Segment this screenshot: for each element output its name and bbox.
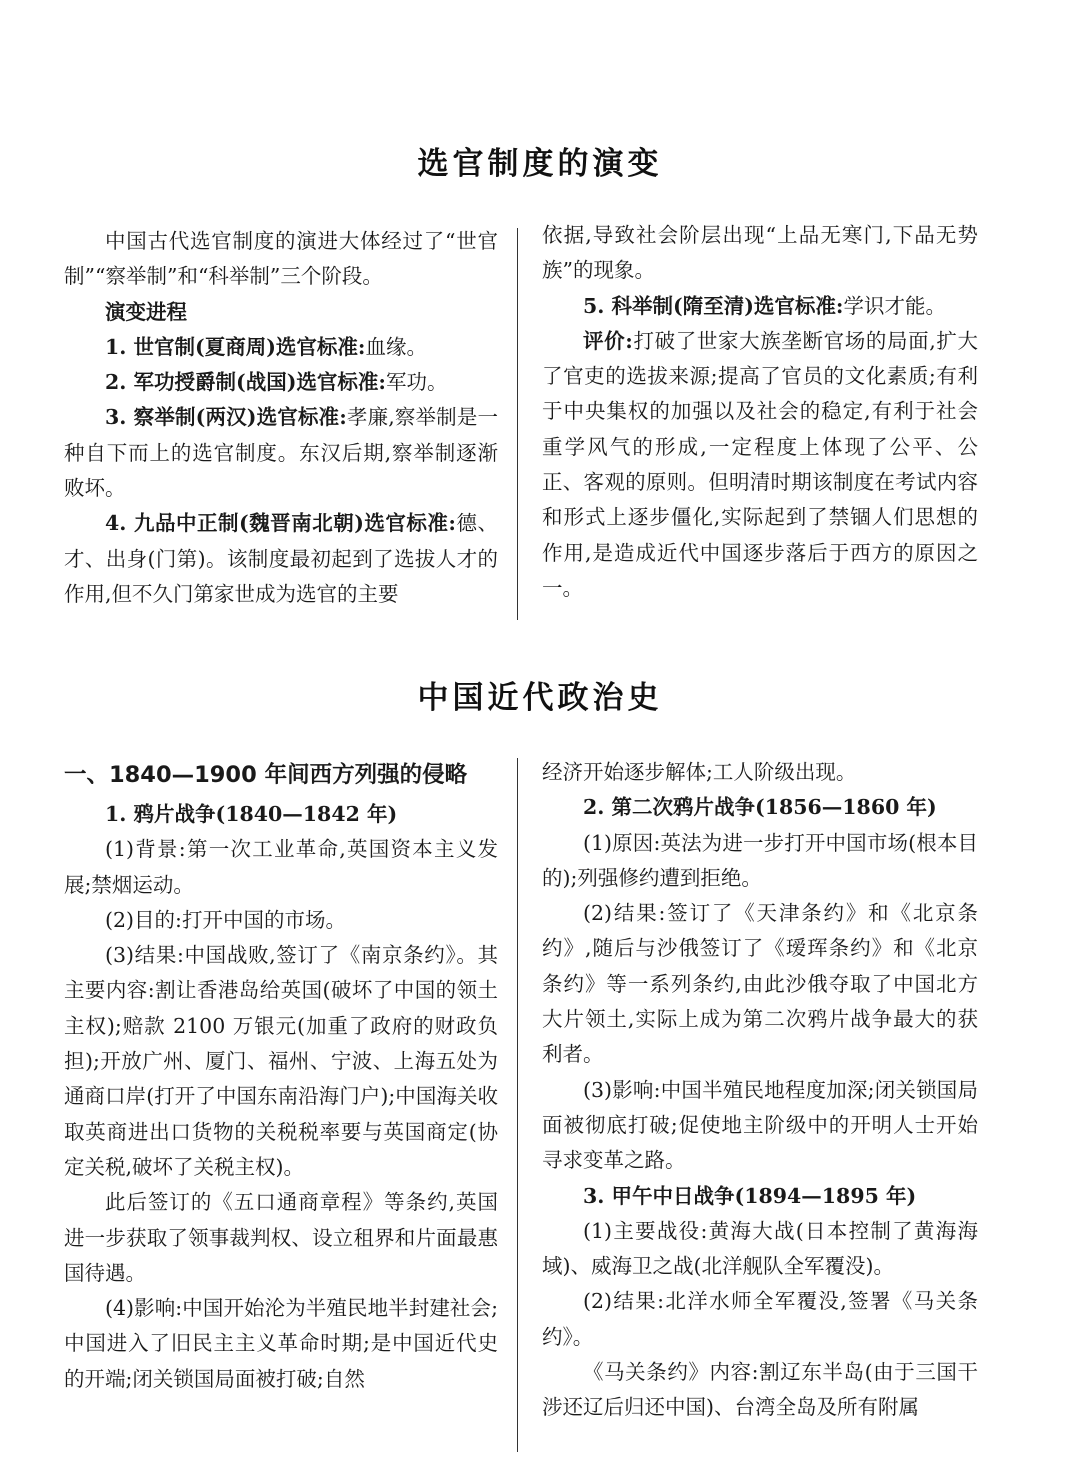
paragraph-lead: 3. 察举制(两汉)选官标准: (105, 405, 347, 430)
section-2-right-column (542, 755, 978, 1426)
paragraph: 此后签订的《五口通商章程》等条约,英国进一步获取了领事裁判权、设立租界和片面最惠国待遇。 (64, 1190, 498, 1285)
subheading: 演变进程 (105, 299, 187, 324)
paragraph-text: 军功。 (386, 370, 448, 395)
paragraph: (2)目的:打开中国的市场。 (105, 907, 346, 932)
paragraph-text: 学识才能。 (843, 293, 947, 318)
paragraph: (1)原因:英法为进一步打开中国市场(根本目的);列强修约遭到拒绝。 (542, 830, 978, 890)
paragraph (542, 324, 978, 606)
paragraph: (3)结果:中国战败,签订了《南京条约》。其主要内容:割让香港岛给英国(破坏了中国的领土主权);赔款 2100 万银元(加重了政府的财政负担);开放广州、厦门、福州、宁波、上海五处为通商口岸(打开了中国东南沿海门户);中国海关收取英商进出口货物的关税税率要与英国商定(协定关税,破坏了关税主权)。 (64, 943, 498, 1179)
section-title-1: 选官制度的演变 (417, 146, 663, 182)
paragraph (64, 400, 498, 506)
paragraph (64, 506, 498, 612)
paragraph (542, 289, 978, 324)
paragraph (64, 365, 498, 400)
section-1-left-column (64, 224, 498, 612)
paragraph: (2)结果:签订了《天津条约》和《北京条约》,随后与沙俄签订了《瑷珲条约》和《北京条约》等一系列条约,由此沙俄夺取了中国北方大片领土,实际上成为第二次鸦片战争最大的获利者。 (542, 901, 978, 1067)
paragraph: 《马关条约》内容:割辽东半岛(由于三国干涉还辽后归还中国)、台湾全岛及所有附属 (542, 1360, 978, 1420)
column-divider-1 (517, 228, 518, 620)
subheading: 3. 甲午中日战争(1894—1895 年) (583, 1183, 917, 1208)
section-1-right-column (542, 218, 978, 606)
paragraph: (1)主要战役:黄海大战(日本控制了黄海海域)、威海卫之战(北洋舰队全军覆没)。 (542, 1218, 978, 1279)
subheading: 1. 鸦片战争(1840—1842 年) (105, 802, 398, 826)
column-divider-2 (517, 758, 518, 1452)
section-2-left-column (64, 755, 498, 1397)
paragraph-text: 德、才、出身(门第)。该制度最初起到了选拔人才的作用,但不久门第家世成为选官的主要 (64, 511, 498, 606)
section-title-2: 中国近代政治史 (417, 680, 663, 716)
paragraph: 依据,导致社会阶层出现“上品无寒门,下品无势族”的现象。 (542, 223, 978, 283)
paragraph-text: 孝廉,察举制是一种自下而上的选官制度。东汉后期,察举制逐渐败坏。 (64, 405, 498, 501)
paragraph-lead: 1. 世官制(夏商周)选官标准: (105, 334, 366, 359)
paragraph: (2)结果:北洋水师全军覆没,签署《马关条约》。 (542, 1289, 978, 1349)
subheading: 2. 第二次鸦片战争(1856—1860 年) (583, 795, 937, 820)
paragraph-lead: 2. 军功授爵制(战国)选官标准: (105, 370, 387, 395)
paragraph: (1)背景:第一次工业革命,英国资本主义发展;禁烟运动。 (64, 837, 498, 897)
paragraph-lead: 4. 九品中正制(魏晋南北朝)选官标准: (105, 511, 456, 536)
paragraph-text: 打破了世家大族垄断官场的局面,扩大了官吏的选拔来源;提高了官员的文化素质;有利于中央集权的加强以及社会的稳定,有利于社会重学风气的形成,一定程度上体现了公平、公正、客观的原则。但明清时期该制度在考试内容和形式上逐步僵化,实际起到了禁锢人们思想的作用,是造成近代中国逐步落后于西方的原因之一。 (542, 328, 978, 600)
paragraph: 中国古代选官制度的演进大体经过了“世官制”“察举制”和“科举制”三个阶段。 (64, 229, 498, 289)
paragraph-lead: 评价: (583, 328, 633, 353)
paragraph: (4)影响:中国开始沦为半殖民地半封建社会;中国进入了旧民主主义革命时期;是中国近代史的开端;闭关锁国局面被打破;自然 (64, 1296, 498, 1391)
paragraph: 经济开始逐步解体;工人阶级出现。 (542, 760, 857, 784)
section-heading: 一、1840—1900 年间西方列强的侵略 (64, 762, 468, 788)
paragraph-text: 血缘。 (365, 334, 428, 359)
paragraph: (3)影响:中国半殖民地程度加深;闭关锁国局面被彻底打破;促使地主阶级中的开明人士开始寻求变革之路。 (542, 1077, 978, 1173)
paragraph-lead: 5. 科举制(隋至清)选官标准: (583, 293, 844, 318)
paragraph (64, 330, 498, 365)
